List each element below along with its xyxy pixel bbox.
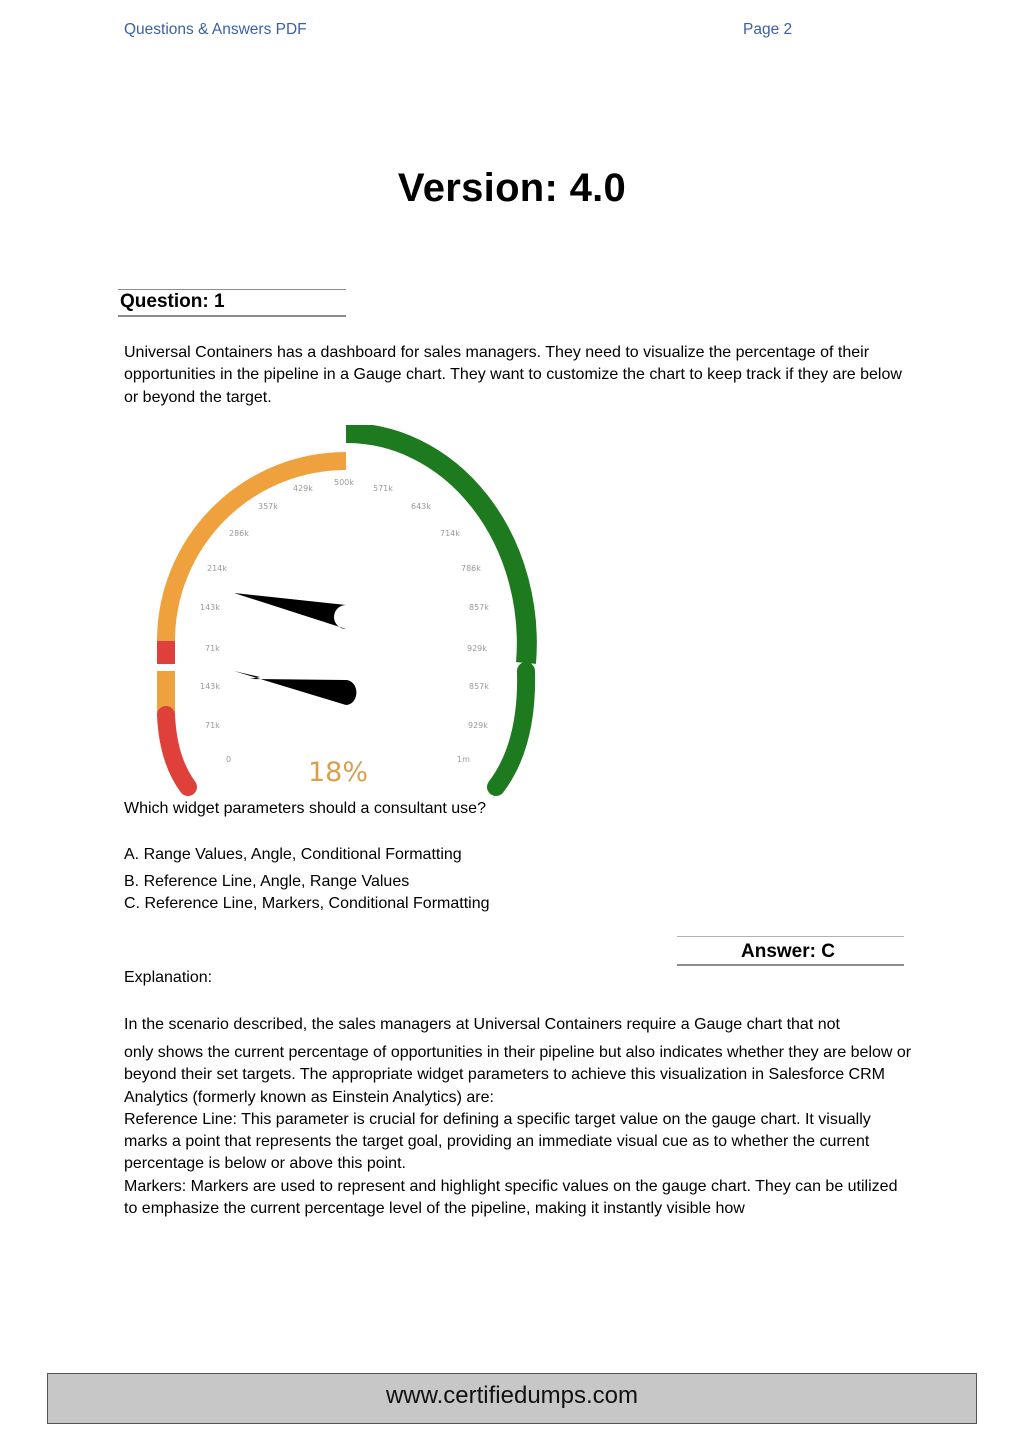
header-title: Questions & Answers PDF xyxy=(124,21,307,38)
explanation-first-line: In the scenario described, the sales managers at Universal Containers require a Gauge chart that not xyxy=(124,1016,840,1033)
tick-label: 1m xyxy=(457,755,470,764)
answer-option-b: B. Reference Line, Angle, Range Values xyxy=(124,873,410,890)
tick-label: 143k xyxy=(200,603,220,612)
gauge-upper-green-segment xyxy=(346,433,527,663)
answer-heading-box xyxy=(677,936,904,966)
gauge-needle-lower xyxy=(234,671,356,705)
gauge-chart-image xyxy=(150,425,550,797)
tick-label: 214k xyxy=(207,564,227,573)
tick-label: 71k xyxy=(205,644,220,653)
gauge-percent-label: 18% xyxy=(308,757,369,788)
tick-label: 786k xyxy=(461,564,481,573)
question-label: Question: 1 xyxy=(120,291,225,312)
tick-label: 286k xyxy=(229,529,249,538)
tick-label: 429k xyxy=(293,484,313,493)
tick-label: 643k xyxy=(411,502,431,511)
tick-label: 929k xyxy=(467,644,487,653)
gauge-lower-red-segment xyxy=(166,715,188,787)
tick-label: 714k xyxy=(440,529,460,538)
question-prompt: Which widget parameters should a consultant use? xyxy=(124,800,486,817)
answer-label: Answer: C xyxy=(741,941,835,962)
tick-label: 857k xyxy=(469,603,489,612)
answer-option-c: C. Reference Line, Markers, Conditional Formatting xyxy=(124,895,490,912)
tick-label: 571k xyxy=(373,484,393,493)
question-text: Universal Containers has a dashboard for sales managers. They need to visualize the percentage of their opportunities in the pipeline in a Gauge chart. They want to customize the chart to keep track if they are below or beyond the target. xyxy=(124,344,902,406)
answer-option-a: A. Range Values, Angle, Conditional Formatting xyxy=(124,846,462,863)
tick-label: 71k xyxy=(205,721,220,730)
version-title: Version: 4.0 xyxy=(397,166,627,210)
explanation-label: Explanation: xyxy=(124,969,213,986)
tick-label: 357k xyxy=(258,502,278,511)
tick-label: 143k xyxy=(200,682,220,691)
gauge-needle-upper xyxy=(234,593,346,629)
page-number: Page 2 xyxy=(743,21,793,38)
tick-label: 0 xyxy=(226,755,232,764)
tick-label: 929k xyxy=(468,721,488,730)
footer-url: www.certifiedumps.com xyxy=(385,1382,639,1409)
tick-label: 857k xyxy=(469,682,489,691)
question-heading-box xyxy=(118,289,346,317)
footer-bar xyxy=(47,1373,977,1424)
explanation-body: only shows the current percentage of opportunities in their pipeline but also indicates whether they are below or beyond their set targets. The appropriate widget parameters to achieve this visualization in Salesforce CRM Analytics (formerly known as Einstein Analytics) are: Reference Line: This parameter is crucial for defining a specific target value on the gauge chart. It visually marks a point that represents the target goal, providing an immediate visual cue as to whether the current percentage is below or above this point. Markers: Markers are used to represent and highlight specific values on the gauge chart. They can be utilized to emphasize the current percentage level of the pipeline, making it instantly visible how xyxy=(124,1044,912,1218)
gauge-lower-green-segment xyxy=(496,671,526,787)
tick-label: 500k xyxy=(334,478,354,487)
